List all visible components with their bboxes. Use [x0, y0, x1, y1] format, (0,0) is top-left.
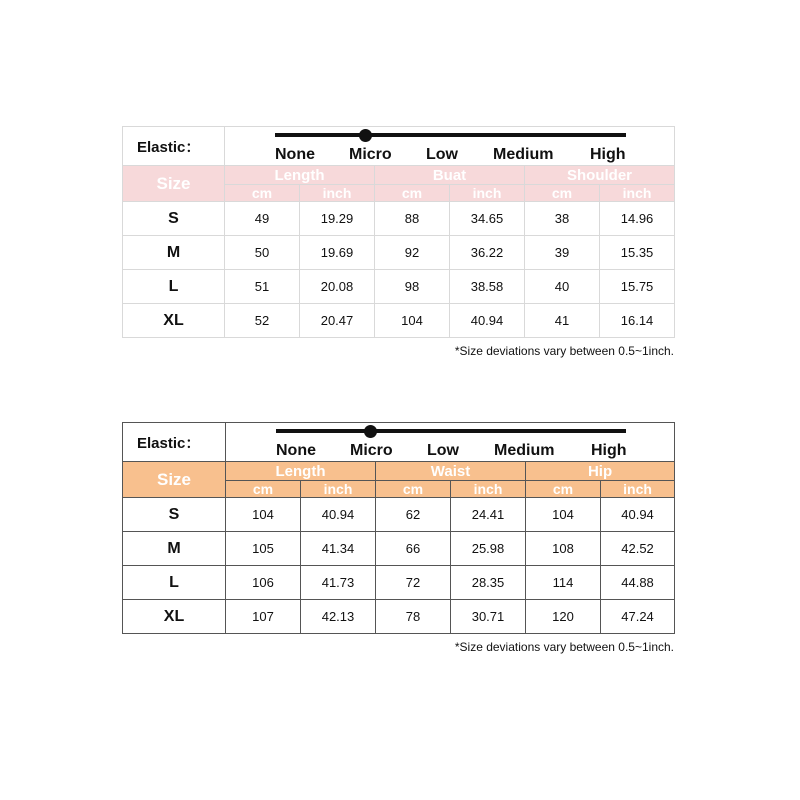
elastic-levels	[226, 442, 674, 460]
table-row	[123, 498, 675, 532]
table-row	[123, 270, 675, 304]
table-cell: 14.96	[600, 202, 675, 236]
elastic-level-micro: Micro	[349, 146, 392, 163]
table-row	[123, 236, 675, 270]
elastic-row	[123, 423, 675, 462]
unit-header: cm	[375, 185, 450, 202]
elastic-level-low: Low	[427, 442, 459, 459]
table-cell: 106	[226, 566, 301, 600]
unit-header: inch	[451, 481, 526, 498]
header-group-row	[123, 166, 675, 185]
table-cell: 20.47	[300, 304, 375, 338]
size-cell: S	[123, 498, 226, 532]
size-header: Size	[123, 462, 226, 498]
unit-header: inch	[301, 481, 376, 498]
table-cell: 28.35	[451, 566, 526, 600]
size-deviation-note: *Size deviations vary between 0.5~1inch.	[454, 640, 674, 654]
table-cell: 19.69	[300, 236, 375, 270]
size-cell: L	[123, 270, 225, 304]
size-table	[122, 422, 675, 634]
size-cell: M	[123, 236, 225, 270]
table-cell: 49	[225, 202, 300, 236]
table-cell: 38	[525, 202, 600, 236]
table-row	[123, 532, 675, 566]
table-cell: 15.35	[600, 236, 675, 270]
table-cell: 25.98	[451, 532, 526, 566]
table-cell: 88	[375, 202, 450, 236]
table-cell: 42.52	[601, 532, 675, 566]
elastic-level-high: High	[591, 442, 627, 459]
table-cell: 51	[225, 270, 300, 304]
elastic-scale	[225, 127, 675, 166]
table-cell: 41.34	[301, 532, 376, 566]
elastic-level-medium: Medium	[494, 442, 555, 459]
size-cell: XL	[123, 304, 225, 338]
table-cell: 62	[376, 498, 451, 532]
size-table	[122, 126, 675, 338]
table-cell: 107	[226, 600, 301, 634]
table-cell: 50	[225, 236, 300, 270]
table-cell: 104	[375, 304, 450, 338]
table-row	[123, 600, 675, 634]
elastic-levels	[225, 146, 674, 164]
group-header-waist: Waist	[376, 462, 526, 481]
table-cell: 114	[526, 566, 601, 600]
table-row	[123, 566, 675, 600]
size-cell: L	[123, 566, 226, 600]
header-group-row	[123, 462, 675, 481]
table-cell: 98	[375, 270, 450, 304]
table-cell: 40.94	[450, 304, 525, 338]
unit-header: cm	[525, 185, 600, 202]
elastic-level-micro: Micro	[350, 442, 393, 459]
elastic-selected-marker	[359, 129, 372, 142]
table-cell: 19.29	[300, 202, 375, 236]
table-cell: 36.22	[450, 236, 525, 270]
elastic-level-none: None	[276, 442, 316, 459]
elastic-level-none: None	[275, 146, 315, 163]
table-cell: 24.41	[451, 498, 526, 532]
table-cell: 39	[525, 236, 600, 270]
table-cell: 41.73	[301, 566, 376, 600]
size-cell: M	[123, 532, 226, 566]
elastic-scale-line	[276, 429, 626, 433]
size-deviation-note: *Size deviations vary between 0.5~1inch.	[454, 344, 674, 358]
elastic-label: Elastic：	[123, 423, 226, 462]
elastic-level-high: High	[590, 146, 626, 163]
unit-header: inch	[300, 185, 375, 202]
table-cell: 47.24	[601, 600, 675, 634]
table-cell: 40	[525, 270, 600, 304]
table-row	[123, 304, 675, 338]
group-header-hip: Hip	[526, 462, 675, 481]
table-cell: 92	[375, 236, 450, 270]
size-cell: XL	[123, 600, 226, 634]
table-cell: 104	[526, 498, 601, 532]
table-cell: 78	[376, 600, 451, 634]
size-header: Size	[123, 166, 225, 202]
table-cell: 15.75	[600, 270, 675, 304]
group-header-bust: Buat	[375, 166, 525, 185]
table-cell: 34.65	[450, 202, 525, 236]
table-cell: 16.14	[600, 304, 675, 338]
table-cell: 108	[526, 532, 601, 566]
table-cell: 38.58	[450, 270, 525, 304]
elastic-label: Elastic：	[123, 127, 225, 166]
unit-header: inch	[600, 185, 675, 202]
table-cell: 40.94	[301, 498, 376, 532]
table-cell: 120	[526, 600, 601, 634]
unit-header: cm	[226, 481, 301, 498]
table-cell: 72	[376, 566, 451, 600]
table-cell: 40.94	[601, 498, 675, 532]
table-cell: 20.08	[300, 270, 375, 304]
table-cell: 66	[376, 532, 451, 566]
unit-header: cm	[376, 481, 451, 498]
table-cell: 104	[226, 498, 301, 532]
group-header-length: Length	[225, 166, 375, 185]
unit-header: cm	[526, 481, 601, 498]
table-cell: 52	[225, 304, 300, 338]
elastic-row	[123, 127, 675, 166]
elastic-scale-line	[275, 133, 626, 137]
table-row	[123, 202, 675, 236]
unit-header: cm	[225, 185, 300, 202]
table-cell: 44.88	[601, 566, 675, 600]
unit-header: inch	[601, 481, 675, 498]
unit-header: inch	[450, 185, 525, 202]
elastic-level-medium: Medium	[493, 146, 554, 163]
table-cell: 30.71	[451, 600, 526, 634]
elastic-selected-marker	[364, 425, 377, 438]
group-header-length: Length	[226, 462, 376, 481]
size-cell: S	[123, 202, 225, 236]
elastic-scale	[226, 423, 675, 462]
group-header-shoulder: Shoulder	[525, 166, 675, 185]
table-cell: 41	[525, 304, 600, 338]
table-cell: 105	[226, 532, 301, 566]
elastic-level-low: Low	[426, 146, 458, 163]
table-cell: 42.13	[301, 600, 376, 634]
